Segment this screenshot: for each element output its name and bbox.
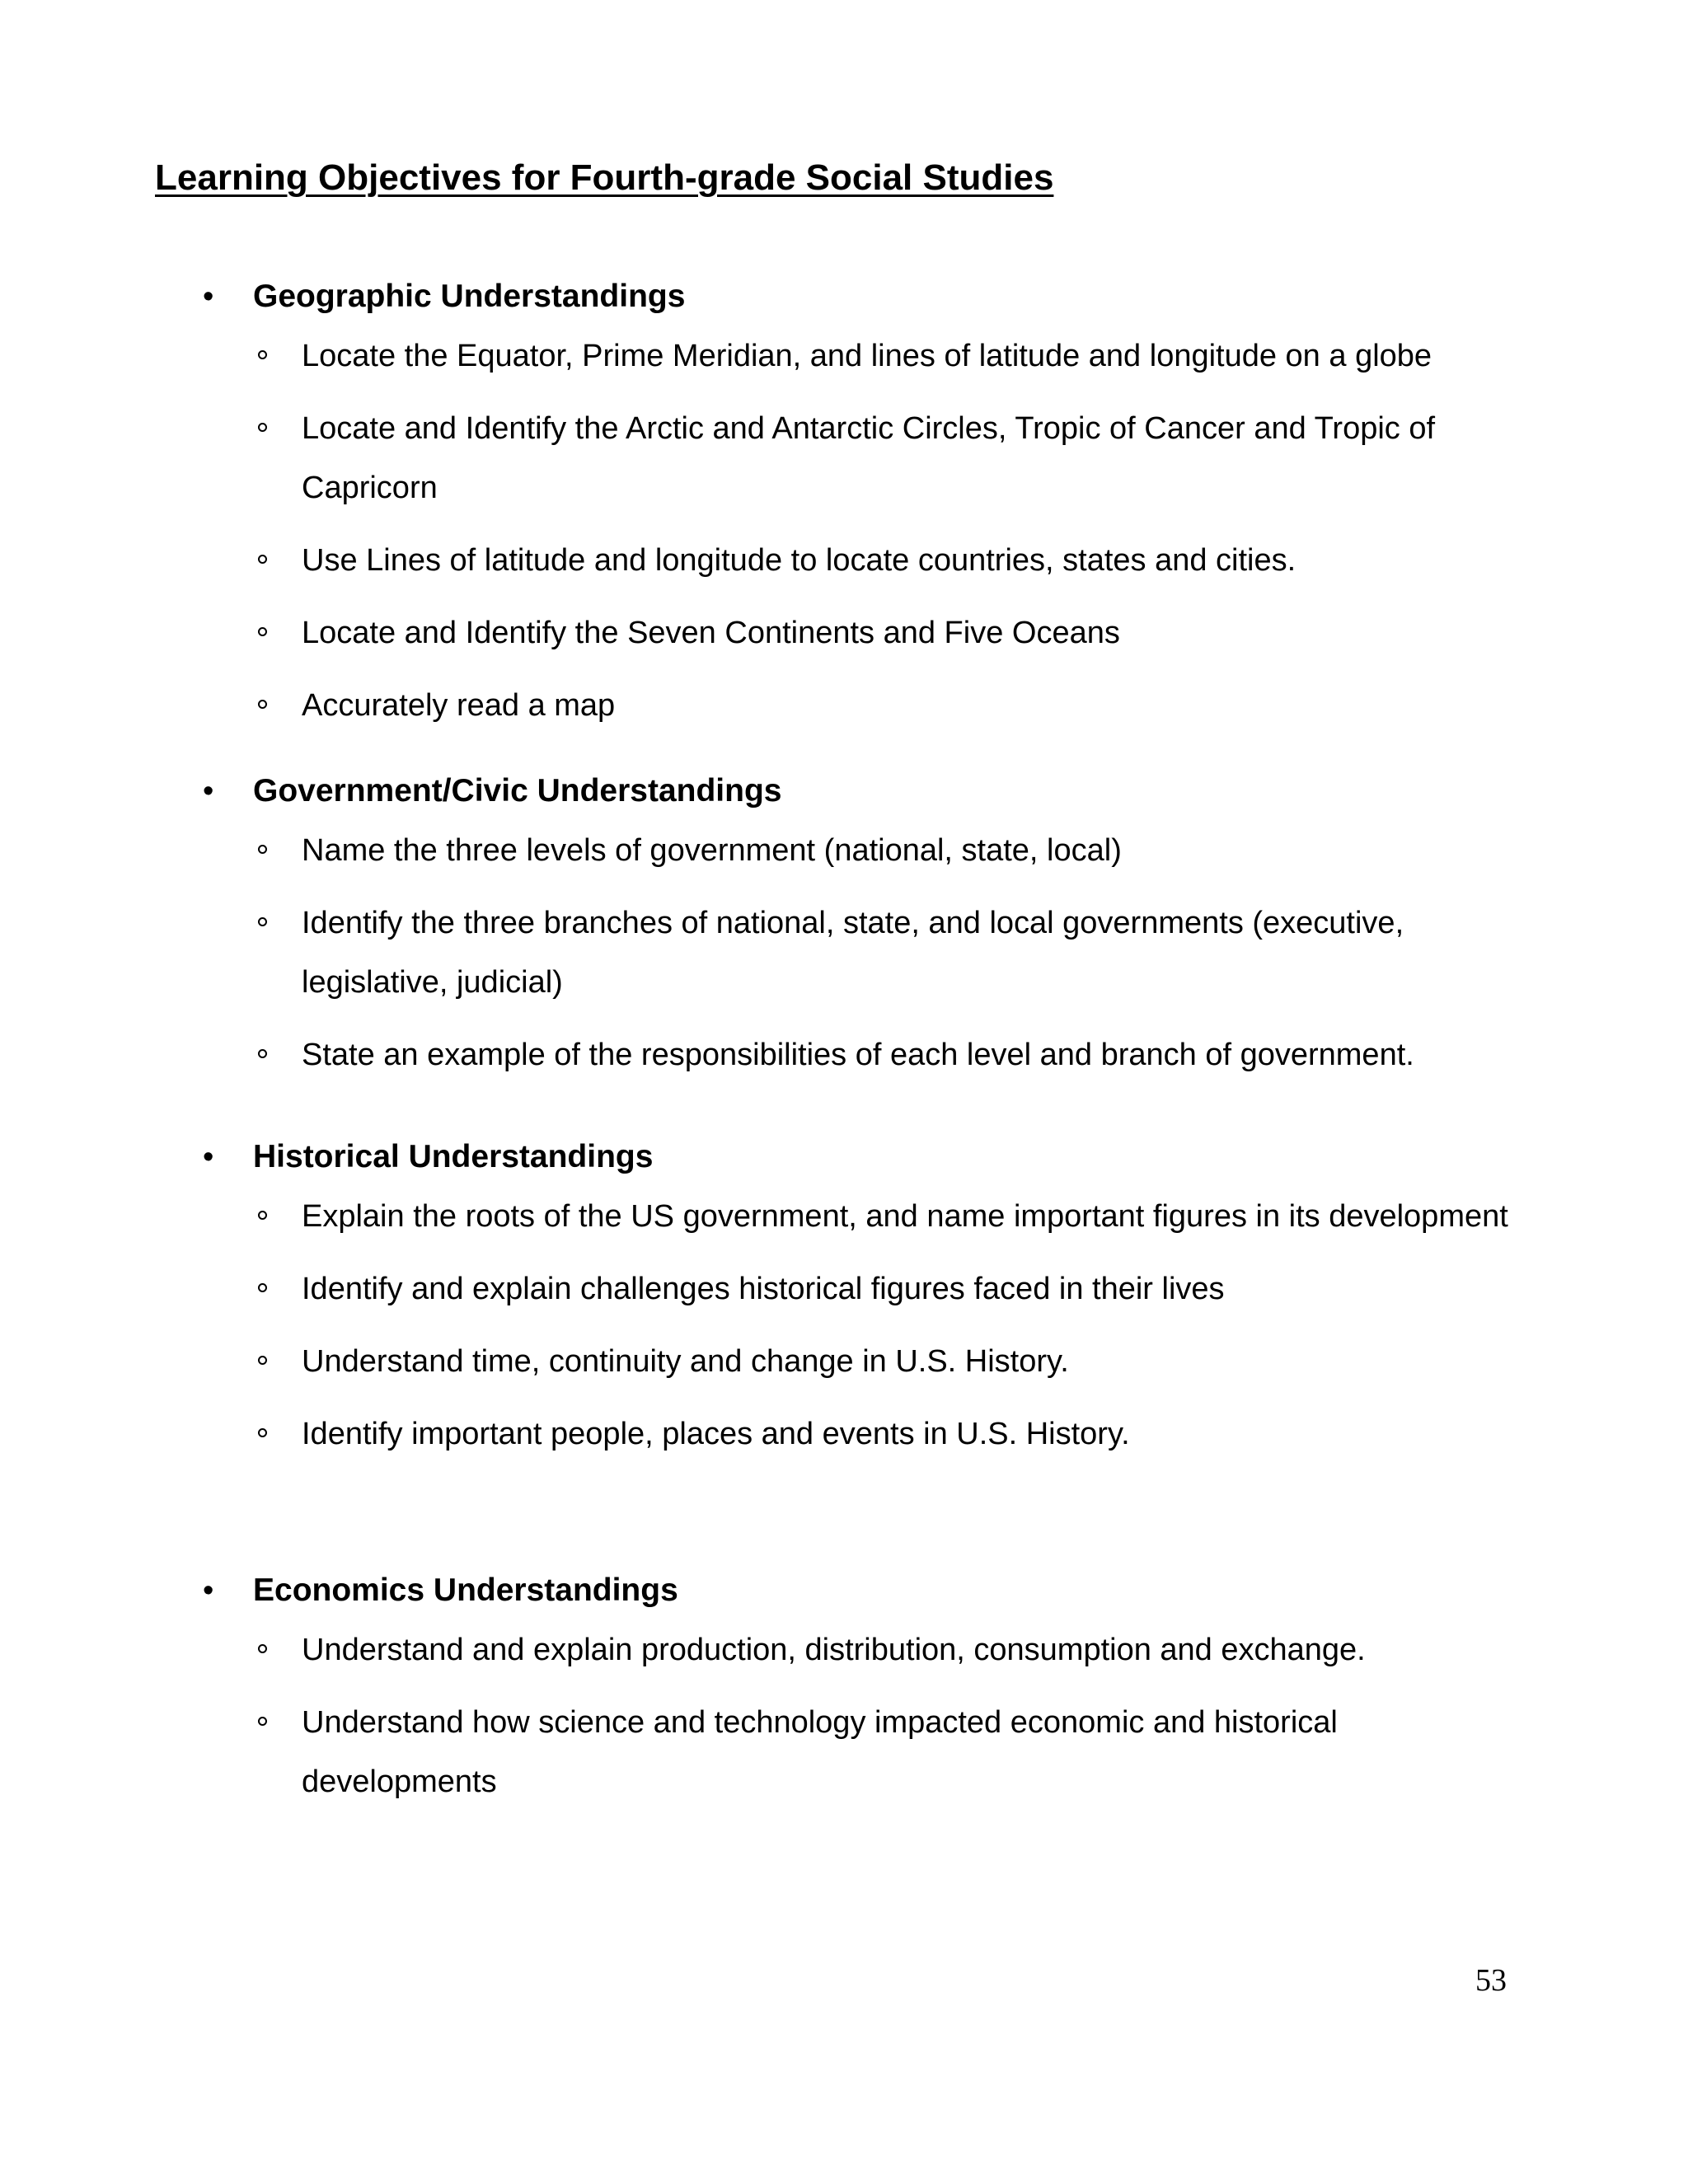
- list-item: [0, 681, 1688, 740]
- section-geographic: [0, 272, 1688, 753]
- section-header: [0, 1566, 1688, 1615]
- objective-list: [0, 331, 1688, 740]
- list-item: [0, 536, 1688, 595]
- circle-bullet-icon: [258, 1428, 267, 1437]
- bullet-icon: •: [203, 774, 214, 808]
- objective-list: [0, 1625, 1688, 1816]
- objective-text: Understand how science and technology impacted economic and historical developments: [302, 1705, 1338, 1799]
- objective-text: Understand time, continuity and change in U.S. History.: [302, 1344, 1069, 1379]
- list-item: [0, 826, 1688, 885]
- list-item: [0, 1625, 1688, 1685]
- list-item: [0, 898, 1688, 1017]
- list-item: [0, 608, 1688, 668]
- circle-bullet-icon: [258, 700, 267, 709]
- objective-text: Locate the Equator, Prime Meridian, and lines of latitude and longitude on a globe: [302, 339, 1432, 373]
- circle-bullet-icon: [258, 423, 267, 432]
- list-item: [0, 1264, 1688, 1324]
- objective-text: Explain the roots of the US government, and name important figures in its development: [302, 1199, 1508, 1234]
- section-heading: Economics Understandings: [253, 1572, 678, 1608]
- objective-text: Identify the three branches of national, state, and local governments (executive, legislative, judicial): [302, 906, 1404, 1000]
- objective-list: [0, 826, 1688, 1090]
- objective-text: Understand and explain production, distribution, consumption and exchange.: [302, 1633, 1366, 1667]
- page-number: 53: [1475, 1963, 1507, 1998]
- objective-text: Identify important people, places and events in U.S. History.: [302, 1417, 1130, 1451]
- list-item: [0, 331, 1688, 391]
- section-historical: [0, 1132, 1688, 1482]
- section-economics: [0, 1566, 1688, 1830]
- circle-bullet-icon: [258, 350, 267, 359]
- list-item: [0, 404, 1688, 523]
- circle-bullet-icon: [258, 917, 267, 926]
- section-heading: Geographic Understandings: [253, 279, 686, 314]
- circle-bullet-icon: [258, 1049, 267, 1058]
- bullet-icon: •: [203, 1140, 214, 1174]
- objective-text: Locate and Identify the Seven Continents and Five Oceans: [302, 616, 1120, 650]
- section-header: [0, 272, 1688, 321]
- list-item: [0, 1698, 1688, 1816]
- circle-bullet-icon: [258, 1211, 267, 1220]
- section-header: [0, 766, 1688, 816]
- objective-text: Use Lines of latitude and longitude to locate countries, states and cities.: [302, 543, 1296, 578]
- bullet-icon: •: [203, 279, 214, 314]
- list-item: [0, 1409, 1688, 1469]
- objective-text: Locate and Identify the Arctic and Antarctic Circles, Tropic of Cancer and Tropic of Capricorn: [302, 411, 1436, 505]
- objective-text: Name the three levels of government (national, state, local): [302, 833, 1122, 868]
- list-item: [0, 1030, 1688, 1090]
- circle-bullet-icon: [258, 1644, 267, 1653]
- objective-text: Identify and explain challenges historical figures faced in their lives: [302, 1272, 1225, 1306]
- objective-list: [0, 1192, 1688, 1469]
- list-item: [0, 1192, 1688, 1251]
- objective-text: Accurately read a map: [302, 688, 616, 723]
- section-heading: Historical Understandings: [253, 1139, 654, 1174]
- section-header: [0, 1132, 1688, 1182]
- circle-bullet-icon: [258, 555, 267, 564]
- section-heading: Government/Civic Understandings: [253, 773, 782, 808]
- circle-bullet-icon: [258, 627, 267, 636]
- circle-bullet-icon: [258, 1356, 267, 1365]
- page-title: Learning Objectives for Fourth-grade Social Studies: [155, 157, 1054, 198]
- circle-bullet-icon: [258, 1717, 267, 1726]
- circle-bullet-icon: [258, 845, 267, 854]
- section-government-civic: [0, 766, 1688, 1103]
- bullet-icon: •: [203, 1573, 214, 1608]
- list-item: [0, 1337, 1688, 1396]
- objective-text: State an example of the responsibilities of each level and branch of government.: [302, 1038, 1414, 1072]
- circle-bullet-icon: [258, 1283, 267, 1292]
